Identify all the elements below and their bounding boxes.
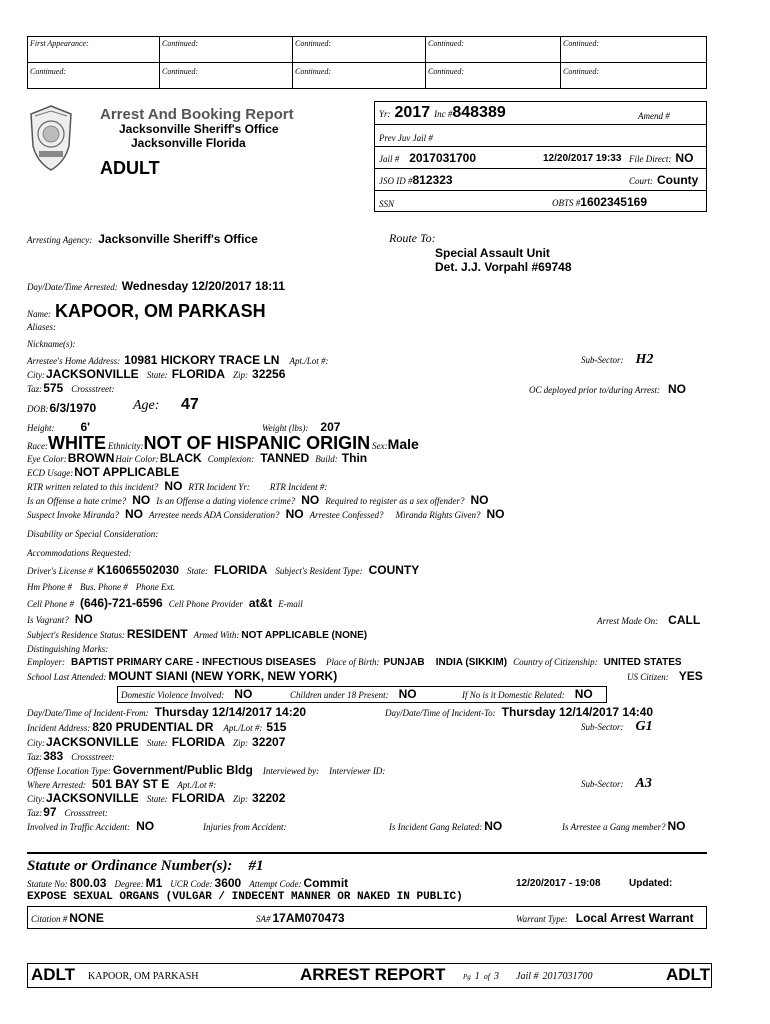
statute-description: EXPOSE SEXUAL ORGANS (VULGAR / INDECENT MANNER OR NAKED IN PUBLIC) — [27, 891, 463, 903]
jail-row: Jail # 2017031700 — [379, 151, 476, 165]
grid-label: Continued: — [563, 67, 599, 76]
rtr-row: RTR written related to this incident? NO RTR Incident Yr: RTR Incident #: — [27, 479, 328, 493]
warrant-row: Warrant Type: Local Arrest Warrant — [516, 911, 694, 925]
jail-number: 2017031700 — [409, 151, 476, 165]
incident-address-row: Incident Address: 820 PRUDENTIAL DR Apt./Lot #: 515 — [27, 720, 287, 734]
incident-to: Day/Date/Time of Incident-To: Thursday 12/14/2017 14:40 — [385, 705, 654, 719]
height-row: Height: 6' — [27, 420, 91, 434]
grid-label: First Appearance: — [30, 39, 89, 48]
statute-divider — [27, 852, 707, 854]
disability-label: Disability or Special Consideration: — [27, 529, 159, 539]
oc-deployed: OC deployed prior to/during Arrest: NO — [529, 382, 686, 396]
statute-codes: Statute No: 800.03 Degree: M1 UCR Code: 3600 Attempt Code: Commit — [27, 876, 349, 890]
where-taz-row: Taz: 97 Crossstreet: — [27, 805, 108, 819]
year-incident-row: Yr: 2017 Inc # 848389 — [379, 104, 506, 121]
grid-label: Continued: — [428, 67, 464, 76]
grid-label: Continued: — [162, 67, 198, 76]
dob: 6/3/1970 — [49, 401, 97, 415]
footer-right-tag: ADLT — [666, 965, 711, 984]
incident-from: Day/Date/Time of Incident-From: Thursday 12/14/2017 14:20 — [27, 705, 307, 719]
footer-name: KAPOOR, OM PARKASH — [88, 971, 199, 982]
footer-jail: Jail # 2017031700 — [516, 971, 593, 982]
grid-label: Continued: — [428, 39, 464, 48]
incident-number: 848389 — [452, 104, 506, 121]
aliases-label: Aliases: — [27, 322, 56, 332]
police-seal-icon — [27, 104, 75, 172]
marks-label: Distinguishing Marks: — [27, 644, 109, 654]
sa-row: SA# 17AM070473 — [256, 911, 345, 925]
statute-updated: Updated: — [629, 878, 673, 889]
injuries-label: Injuries from Accident: — [203, 822, 287, 832]
home-taz-row: Taz: 575 Crossstreet: — [27, 381, 115, 395]
children-present: Children under 18 Present: NO — [290, 687, 417, 701]
footer-page: Pg 1 of 3 — [463, 971, 500, 982]
incident-city-row: City: JACKSONVILLE State: FLORIDA Zip: 32207 — [27, 735, 286, 749]
statute-datetime: 12/20/2017 - 19:08 — [516, 878, 601, 889]
phone-row: Hm Phone # Bus. Phone # Phone Ext. — [27, 582, 176, 592]
where-arrested-row: Where Arrested: 501 BAY ST E Apt./Lot #: — [27, 777, 217, 791]
race-row: Race: WHITE Ethnicity: NOT OF HISPANIC ORIGIN Sex: Male — [27, 433, 419, 453]
file-direct: File Direct: NO — [629, 151, 694, 165]
report-title: Arrest And Booking Report — [100, 106, 294, 123]
us-citizen: US Citizen: YES — [627, 669, 703, 683]
grid-label: Continued: — [295, 39, 331, 48]
residence-status-row: Subject's Residence Status: RESIDENT Armed With: NOT APPLICABLE (NONE) — [27, 627, 368, 641]
domestic-related: If No is it Domestic Related: NO — [462, 687, 593, 701]
offense-location-row: Offense Location Type: Government/Public Bldg Interviewed by: Interviewer ID: — [27, 763, 386, 777]
traffic-accident: Involved in Traffic Accident: NO — [27, 819, 155, 833]
citation-row: Citation # NONE — [31, 911, 104, 925]
home-address-row: Arrestee's Home Address: 10981 HICKORY TRACE LN Apt./Lot #: — [27, 353, 329, 367]
drivers-license-row: Driver's License # K16065502030 State: FLORIDA Subject's Resident Type: COUNTY — [27, 563, 420, 577]
court-value: County — [657, 173, 699, 187]
age-value: 47 — [181, 396, 199, 413]
footer-title: ARREST REPORT — [300, 965, 446, 984]
gang-incident: Is Incident Gang Related: NO — [389, 819, 503, 833]
employer-row: Employer: BAPTIST PRIMARY CARE - INFECTIOUS DISEASES Place of Birth: PUNJAB INDIA (SIKKIM) Country of Citizenship: UNITED STATES — [27, 657, 682, 668]
home-address: 10981 HICKORY TRACE LN — [124, 353, 280, 367]
ecd-row: ECD Usage: NOT APPLICABLE — [27, 465, 180, 479]
office-name: Jacksonville Sheriff's Office — [119, 122, 279, 136]
jso-id: 812323 — [412, 173, 453, 187]
jso-row: JSO ID # 812323 — [379, 173, 453, 187]
arrest-made-on: Arrest Made On: CALL — [597, 613, 701, 627]
obts-number: 1602345169 — [580, 195, 648, 209]
court-row: Court: County — [629, 173, 699, 187]
arrest-datetime: Day/Date/Time Arrested: Wednesday 12/20/2017 18:11 — [27, 279, 285, 293]
office-city: Jacksonville Florida — [131, 136, 246, 150]
accommodations-label: Accommodations Requested: — [27, 548, 132, 558]
report-year: 2017 — [394, 104, 431, 121]
ssn-label: SSN — [379, 199, 395, 209]
amend-label: Amend # — [638, 111, 670, 121]
home-city-row: City: JACKSONVILLE State: FLORIDA Zip: 32256 — [27, 367, 286, 381]
footer-left-tag: ADLT — [31, 965, 76, 984]
subject-name-row: Name: KAPOOR, OM PARKASH — [27, 301, 266, 321]
arresting-agency: Arresting Agency: Jacksonville Sheriff's Office — [27, 232, 258, 246]
subject-type: ADULT — [100, 158, 160, 178]
age-label: Age: — [133, 398, 160, 413]
where-city-row: City: JACKSONVILLE State: FLORIDA Zip: 32202 — [27, 791, 286, 805]
jail-datetime: 12/20/2017 19:33 — [543, 153, 622, 164]
school-row: School Last Attended: MOUNT SIANI (NEW YORK, NEW YORK) — [27, 669, 338, 683]
nicknames-label: Nickname(s): — [27, 339, 76, 349]
grid-label: Continued: — [162, 39, 198, 48]
dv-involved: Domestic Violence Involved: NO — [121, 687, 253, 701]
grid-label: Continued: — [563, 39, 599, 48]
home-subsector: Sub-Sector: H2 — [581, 352, 654, 367]
route-detective: Det. J.J. Vorpahl #69748 — [435, 260, 572, 274]
dob-row: DOB: 6/3/1970 — [27, 401, 97, 415]
hate-crime-row: Is an Offense a hate crime? NO Is an Offense a dating violence crime? NO Required to register as a sex offender? NO — [27, 493, 489, 507]
grid-label: Continued: — [295, 67, 331, 76]
vagrant-row: Is Vagrant? NO — [27, 612, 93, 626]
statute-heading: Statute or Ordinance Number(s): #1 — [27, 858, 264, 874]
prev-juv-label: Prev Juv Jail # — [379, 133, 433, 143]
route-to-label: Route To: — [389, 231, 436, 245]
grid-label: Continued: — [30, 67, 66, 76]
miranda-row: Suspect Invoke Miranda? NO Arrestee needs ADA Consideration? NO Arrestee Confessed? Miranda Rights Given? NO — [27, 507, 505, 521]
incident-subsector: Sub-Sector: G1 — [581, 719, 653, 734]
weight-row: Weight (lbs): 207 — [262, 420, 341, 434]
route-unit: Special Assault Unit — [435, 246, 550, 260]
appearance-row: Eye Color: BROWN Hair Color: BLACK Complexion: TANNED Build: Thin — [27, 451, 368, 465]
obts-row: OBTS # 1602345169 — [552, 195, 648, 209]
where-subsector: Sub-Sector: A3 — [581, 776, 652, 791]
cell-phone-row: Cell Phone # (646)-721-6596 Cell Phone Provider at&t E-mail — [27, 596, 303, 610]
incident-taz-row: Taz: 383 Crossstreet: — [27, 749, 115, 763]
gang-member: Is Arrestee a Gang member? NO — [562, 819, 686, 833]
subject-name: KAPOOR, OM PARKASH — [55, 301, 266, 321]
